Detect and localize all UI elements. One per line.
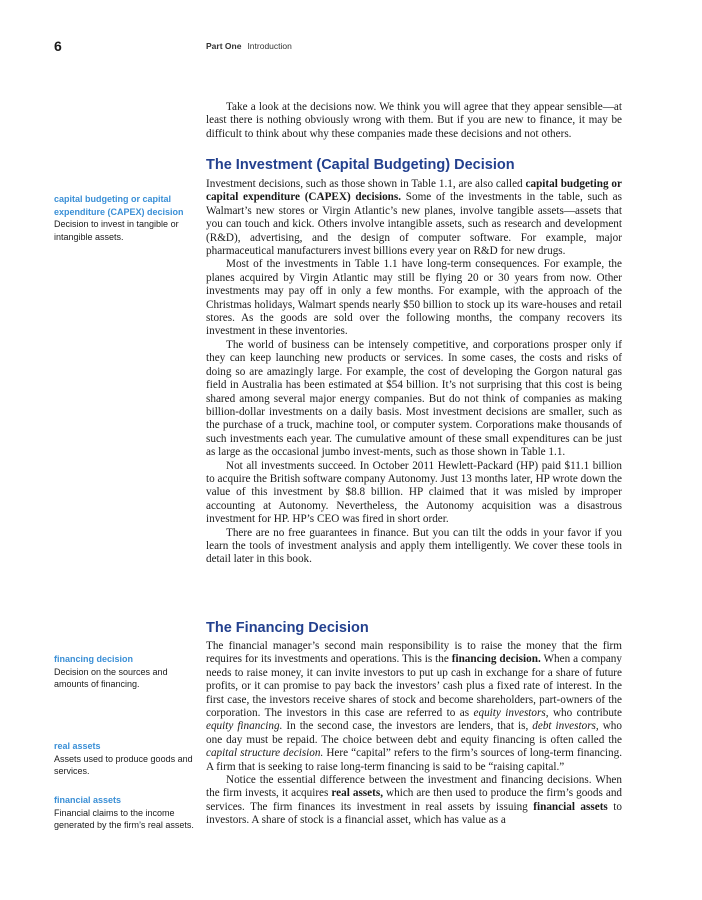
- key-term-financial-assets: financial assets: [533, 800, 608, 813]
- margin-note-definition: Decision on the sources and amounts of financing.: [54, 666, 168, 690]
- key-term-financing-decision: financing decision.: [451, 653, 541, 666]
- text-run: Notice the essential difference between the investment and financing decisions. When the firm invests, it acquires: [206, 774, 622, 800]
- italic-term: debt investors,: [532, 720, 599, 733]
- text-run: who contribute: [548, 707, 623, 720]
- margin-note-financing-decision: [54, 653, 199, 691]
- italic-term: equity financing.: [206, 720, 283, 733]
- text-run: to investors. A share of stock is a financial asset, which has value as a: [206, 800, 623, 827]
- investment-paragraph-4: Not all investments succeed. In October 2011 Hewlett-Packard (HP) paid $11.1 billion to acquire the British software company Autonomy. Just 13 months later, HP wrote down the value of this investment by $8.8 billion. HP claimed that it was misled by improper accounting at Autonomy. Nevertheless, the Autonomy acquisition was a disastrous investment for HP. HP’s CEO was fired in short order.: [206, 459, 622, 526]
- margin-note-definition: Financial claims to the income generated by the firm’s real assets.: [54, 807, 194, 831]
- page-number: 6: [54, 38, 62, 54]
- text-run: Here “capital” refers to the firm’s sources of long-term financing. A firm that is seeking to raise long-term financing is said to be “raising capital.”: [206, 747, 622, 773]
- running-head: [206, 41, 292, 51]
- financing-section-body: [206, 640, 622, 828]
- margin-note-term: capital budgeting or capital expenditure (CAPEX) decision: [54, 194, 184, 217]
- investment-section-heading: The Investment (Capital Budgeting) Decision: [206, 157, 515, 173]
- margin-note-capex: [54, 193, 199, 243]
- financing-paragraph-1: [206, 640, 622, 774]
- investment-paragraph-1: [206, 178, 622, 258]
- margin-note-definition: Assets used to produce goods and services.: [54, 753, 193, 777]
- margin-note-definition: Decision to invest in tangible or intangible assets.: [54, 219, 179, 242]
- italic-term: capital structure decision.: [206, 747, 324, 760]
- margin-note-term: financial assets: [54, 795, 122, 805]
- financing-section-heading: The Financing Decision: [206, 620, 369, 636]
- key-term-capex: capital budgeting or capital expenditure (CAPEX) decisions.: [206, 178, 622, 204]
- text-run: Investment decisions, such as those shown in Table 1.1, are also called: [206, 178, 526, 190]
- investment-paragraph-5: There are no free guarantees in finance. But you can tilt the odds in your favor if you learn the tools of investment analysis and apply them intelligently. We cover these tools in detail later in this book.: [206, 526, 622, 566]
- running-head-part: Part One: [206, 41, 242, 51]
- text-run: which are then used to produce the firm’s goods and services. The firm finances its investment in real assets by issuing: [206, 787, 623, 813]
- margin-note-real-assets: [54, 740, 199, 778]
- investment-section-body: [206, 178, 622, 567]
- margin-note-term: real assets: [54, 741, 101, 751]
- margin-note-term: financing decision: [54, 654, 134, 664]
- key-term-real-assets: real assets,: [331, 787, 384, 800]
- text-run: who one day must be repaid. The choice between debt and equity financing is often called the: [206, 720, 622, 746]
- text-run: In the second case, the investors are lenders, that is,: [282, 720, 533, 733]
- running-head-section: Introduction: [247, 41, 292, 51]
- text-run: When a company needs to raise money, it can invite investors to put up cash in exchange for a share of future profits, or it can promise to pay back the investors’ cash plus a fixed rate of interest. In the first case, the investors receive shares of stock and become shareholders, part-owners of the corporation. The investors in this case are referred to as: [206, 653, 622, 720]
- italic-term: equity investors,: [473, 707, 549, 720]
- investment-paragraph-3: The world of business can be intensely competitive, and corporations prosper only if they can keep launching new products or services. In some cases, the costs and risks of doing so are amazingly large. For example, the cost of developing the Gorgon natural gas field in Australia has been estimated at $54 billion. It’s not surprising that this cost is being shared among several major energy companies. But do not think of companies as making billion-dollar investments on a daily basis. Most investment decisions are smaller, such as the purchase of a truck, machine tool, or computer system. Corporations make thousands of such investments each year. The cumulative amount of these small expenditures can be just as large as the occasional jumbo invest-ments, such as those shown in Table 1.1.: [206, 338, 622, 459]
- investment-paragraph-2: Most of the investments in Table 1.1 have long-term consequences. For example, the planes acquired by Virgin Atlantic may still be flying 20 or 30 years from now. Other investments may pay off in only a few months. For example, with the approach of the Christmas holidays, Walmart spends nearly $50 billion to stock up its ware-houses and retail stores. As the goods are sold over the following months, the company recovers its investment in these inventories.: [206, 258, 622, 338]
- text-run: The financial manager’s second main responsibility is to raise the money that the firm requires for its investments and operations. This is the: [206, 640, 622, 666]
- intro-paragraph: Take a look at the decisions now. We think you will agree that they appear sensible—at least there is nothing obviously wrong with them. But if you are new to finance, it may be difficult to think about why these companies made these decisions and not others.: [206, 101, 622, 140]
- margin-note-financial-assets: [54, 794, 199, 832]
- intro-block: [206, 101, 622, 141]
- financing-paragraph-2: [206, 774, 622, 828]
- text-run: Some of the investments in the table, such as Walmart’s new stores or Virgin Atlantic’s new planes, involve tangible assets—assets that you can touch and kick. Others involve intangible assets, such as research and development (R&D), advertising, and the design of computer software. For example, major pharmaceutical manufacturers invest billions every year on R&D for new drugs.: [206, 191, 622, 258]
